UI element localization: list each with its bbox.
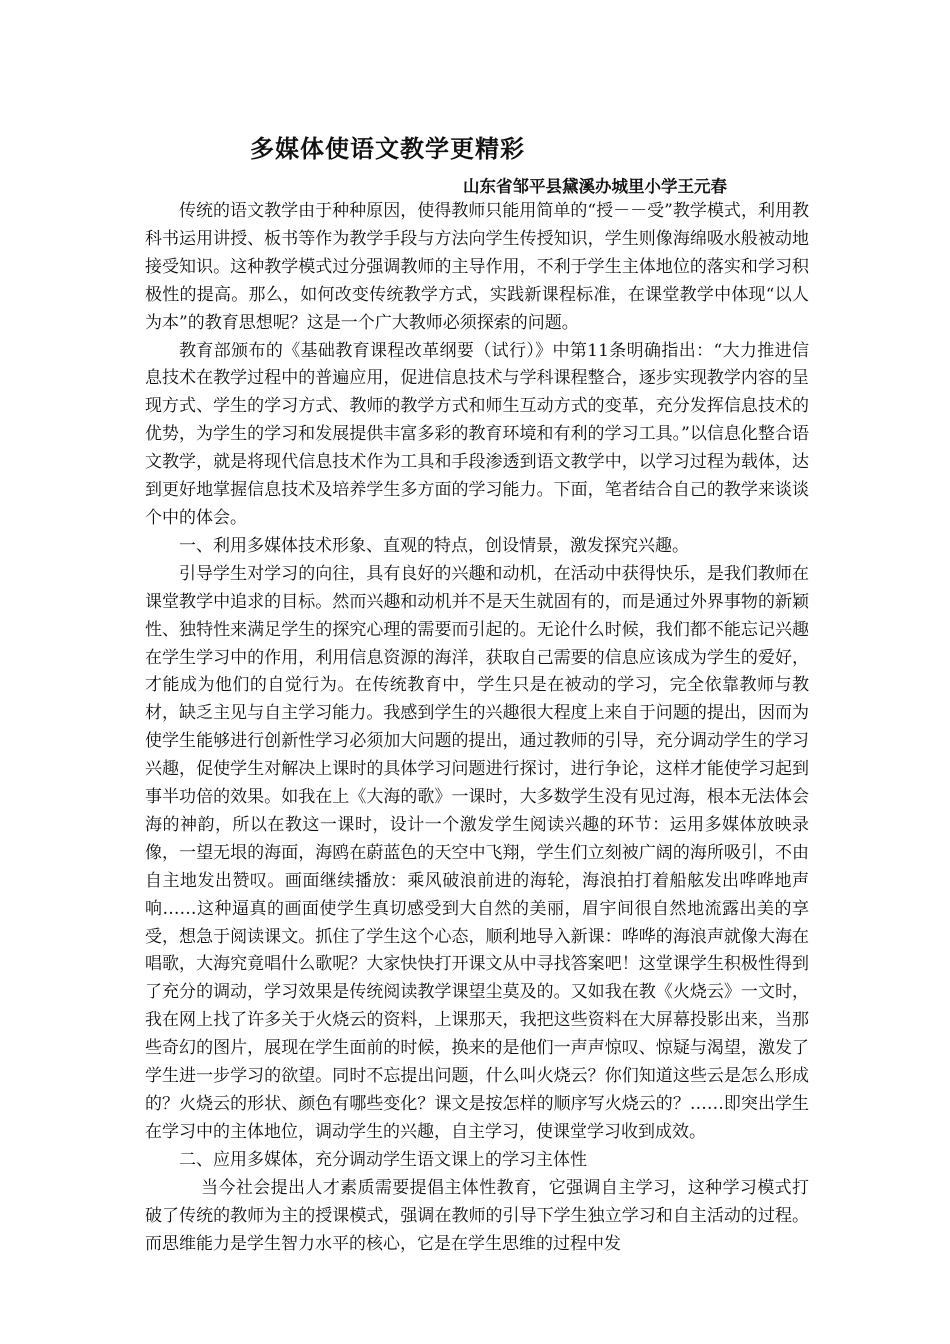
- paragraph-section-two: 当今社会提出人才素质需要提倡主体性教育，它强调自主学习，这种学习模式打破了传统的教师为主的授课模式，强调在教师的引导下学生独立学习和自主活动的过程。而思维能力是学生智力水平的核心，它是在学生思维的过程中发: [145, 1177, 809, 1254]
- document-author: 山东省邹平县黛溪办城里小学王元春: [463, 177, 727, 196]
- section-heading-two: 二、应用多媒体，充分调动学生语文课上的学习主体性: [179, 1149, 587, 1170]
- paragraph-policy: 教育部颁布的《基础教育课程改革纲要（试行）》中第11条明确指出：“大力推进信息技术在教学过程中的普遍应用，促进信息技术与学科课程整合，逐步实现教学内容的呈现方式、学生的学习方式、教师的教学方式和师生互动方式的变革，充分发挥信息技术的优势，为学生的学习和发展提供丰富多彩的教育环境和有利的学习工具。”以信息化整合语文教学，就是将现代信息技术作为工具和手段渗透到语文教学中，以学习过程为载体，达到更好地掌握信息技术及培养学生多方面的学习能力。下面，笔者结合自己的教学来谈谈个中的体会。: [145, 340, 809, 528]
- paragraph-section-one: 引导学生对学习的向往，具有良好的兴趣和动机，在活动中获得快乐，是我们教师在课堂教学中追求的目标。然而兴趣和动机并不是天生就固有的，而是通过外界事物的新颖性、独特性来满足学生的探究心理的需要而引起的。无论什么时候，我们都不能忘记兴趣在学生学习中的作用，利用信息资源的海洋，获取自己需要的信息应该成为学生的爱好，才能成为他们的自觉行为。在传统教育中，学生只是在被动的学习，完全依靠教师与教材，缺乏主见与自主学习能力。我感到学生的兴趣很大程度上来自于问题的提出，因而为使学生能够进行创新性学习必须加大问题的提出，通过教师的引导，充分调动学生的学习兴趣，促使学生对解决上课时的具体学习问题进行探讨，进行争论，这样才能使学习起到事半功倍的效果。如我在上《大海的歌》一课时，大多数学生没有见过海，根本无法体会海的神韵，所以在教这一课时，设计一个激发学生阅读兴趣的环节：运用多媒体放映录像，一望无垠的海面，海鸥在蔚蓝色的天空中飞翔，学生们立刻被广阔的海所吸引，不由自主地发出赞叹。画面继续播放：乘风破浪前进的海轮，海浪拍打着船舷发出哗哗地声响……这种逼真的画面使学生真切感受到大自然的美丽，眉宇间很自然地流露出美的享受，想急于阅读课文。抓住了学生这个心态，顺利地导入新课：哗哗的海浪声就像大海在唱歌，大海究竟唱什么歌呢？大家快快打开课文从中寻找答案吧！这堂课学生积极性得到了充分的调动，学习效果是传统阅读教学课望尘莫及的。又如我在教《火烧云》一文时，我在网上找了许多关于火烧云的资料，上课那天，我把这些资料在大屏幕投影出来，当那些奇幻的图片，展现在学生面前的时候，换来的是他们一声声惊叹、惊疑与渴望，激发了学生进一步学习的欲望。同时不忘提出问题，什么叫火烧云？你们知道这些云是怎么形成的？火烧云的形状、颜色有哪些变化？课文是按怎样的顺序写火烧云的？……即突出学生在学习中的主体地位，调动学生的兴趣，自主学习，使课堂学习收到成效。: [145, 563, 809, 1142]
- document-title: 多媒体使语文教学更精彩: [250, 134, 525, 163]
- section-heading-one: 一、利用多媒体技术形象、直观的特点，创设情景，激发探究兴趣。: [179, 535, 689, 556]
- document-body: [145, 198, 809, 1258]
- paragraph-intro: 传统的语文教学由于种种原因，使得教师只能用简单的“授－－受”教学模式，利用教科书运用讲授、板书等作为教学手段与方法向学生传授知识，学生则像海绵吸水般被动地接受知识。这种教学模式过分强调教师的主导作用，不利于学生主体地位的落实和学习积极性的提高。那么，如何改变传统教学方式，实践新课程标准，在课堂教学中体现“以人为本”的教育思想呢？这是一个广大教师必须探索的问题。: [145, 201, 809, 333]
